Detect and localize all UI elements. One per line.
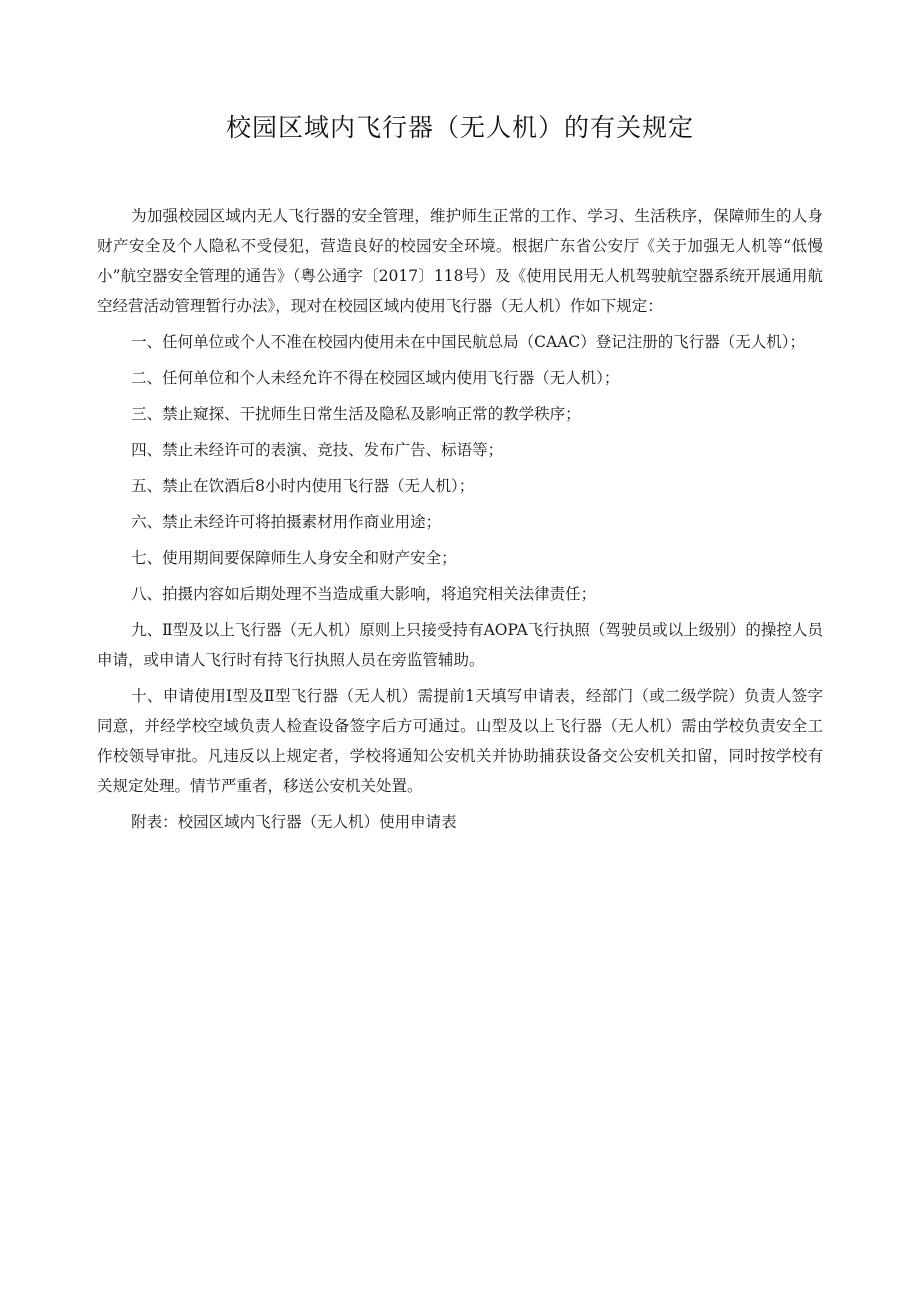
rule-2: 二、任何单位和个人未经允许不得在校园区域内使用飞行器（无人机）； xyxy=(131,369,620,387)
rule-8: 八、拍摄内容如后期处理不当造成重大影响，将追究相关法律责任； xyxy=(131,585,597,603)
rule-3: 三、禁止窥探、干扰师生日常生活及隐私及影响正常的教学秩序； xyxy=(131,405,581,423)
rule-9: 九、Ⅱ型及以上飞行器（无人机）原则上只接受持有AOPA飞行执照（驾驶员或以上级别）的操控人员申请，或申请人飞行时有持飞行执照人员在旁监管辅助。 xyxy=(97,621,823,669)
rule-4: 四、禁止未经许可的表演、竞技、发布广告、标语等； xyxy=(131,441,504,459)
rule-7: 七、使用期间要保障师生人身安全和财产安全； xyxy=(131,549,457,567)
intro-paragraph: 为加强校园区域内无人飞行器的安全管理，维护师生正常的工作、学习、生活秩序，保障师生的人身财产安全及个人隐私不受侵犯，营造良好的校园安全环境。根据广东省公安厅《关于加强无人机等“低慢小”航空器安全管理的通告》（粤公通字〔2017〕118号）及《使用民用无人机驾驶航空器系统开展通用航空经营活动管理暂行办法》，现对在校园区域内使用飞行器（无人机）作如下规定： xyxy=(97,207,823,315)
document-body xyxy=(97,201,823,843)
rule-10: 十、申请使用Ⅰ型及Ⅱ型飞行器（无人机）需提前1天填写申请表，经部门（或二级学院）负责人签字同意，并经学校空域负责人检查设备签字后方可通过。山型及以上飞行器（无人机）需由学校负责安全工作校领导审批。凡违反以上规定者，学校将通知公安机关并协助捕获设备交公安机关扣留，同时按学校有关规定处理。情节严重者，移送公安机关处置。 xyxy=(97,687,823,795)
rule-6: 六、禁止未经许可将拍摄素材用作商业用途； xyxy=(131,513,442,531)
document-title: 校园区域内飞行器（无人机）的有关规定 xyxy=(225,113,694,142)
rule-5: 五、禁止在饮酒后8小时内使用飞行器（无人机）； xyxy=(131,477,475,495)
rule-1: 一、任何单位或个人不准在校园内使用未在中国民航总局（CAAC）登记注册的飞行器（无人机）； xyxy=(131,333,805,351)
appendix-note: 附表：校园区域内飞行器（无人机）使用申请表 xyxy=(131,813,457,831)
